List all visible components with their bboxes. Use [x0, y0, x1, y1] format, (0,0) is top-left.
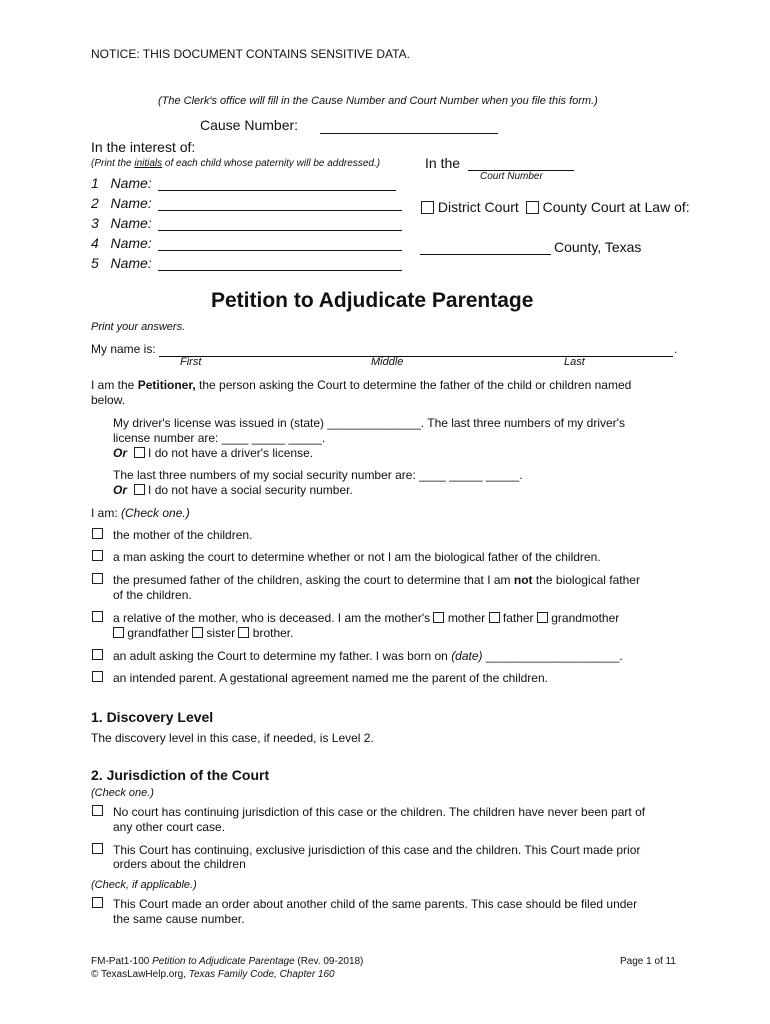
other-child-order-line1: This Court made an order about another child of the same parents. This case should be filed under [113, 897, 638, 911]
first-caption: First [180, 356, 202, 368]
license-line1: My driver's license was issued in (state) ______________. The last three numbers of my driver's [113, 416, 625, 430]
court-type-row [421, 199, 690, 215]
county-court-label: County Court at Law of: [542, 199, 690, 215]
no-ssn-label: I do not have a social security number. [148, 483, 353, 497]
rel-mother-checkbox[interactable] [433, 612, 444, 623]
county-court-checkbox[interactable] [526, 201, 539, 214]
other-child-order-line2: the same cause number. [113, 912, 245, 926]
clerk-note: (The Clerk's office will fill in the Cause Number and Court Number when you file this form.) [158, 95, 598, 107]
continuing-jurisdiction-line1: This Court has continuing, exclusive jurisdiction of this case and the children. This Court made prior [113, 843, 641, 857]
child-row-2 [91, 195, 152, 211]
my-name-label: My name is: [91, 342, 156, 356]
presumed-father-line2: of the children. [113, 588, 192, 602]
child-name-label: Name: [110, 215, 152, 231]
child-name-field-2[interactable] [158, 196, 402, 211]
child-row-5 [91, 255, 152, 271]
check-applicable-note: (Check, if applicable.) [91, 879, 197, 891]
footer-page-number: Page 1 of 11 [620, 956, 676, 967]
mother-option: the mother of the children. [113, 528, 253, 542]
district-court-checkbox[interactable] [421, 201, 434, 214]
check-one-note: (Check one.) [91, 787, 154, 799]
continuing-jurisdiction-line2: orders about the children [113, 857, 246, 871]
child-row-3 [91, 215, 152, 231]
i-am-row: I am: (Check one.) [91, 506, 190, 520]
child-name-field-4[interactable] [158, 236, 402, 251]
child-name-label: Name: [110, 175, 152, 191]
section1-heading: 1. Discovery Level [91, 709, 214, 725]
rel-sister-checkbox[interactable] [192, 627, 203, 638]
other-child-order-checkbox[interactable] [92, 897, 103, 908]
mother-checkbox[interactable] [92, 528, 103, 539]
relative-option-line2: grandfather sister brother. [113, 626, 293, 640]
rel-grandmother-checkbox[interactable] [537, 612, 548, 623]
child-name-label: Name: [110, 195, 152, 211]
rel-father-checkbox[interactable] [489, 612, 500, 623]
child-number: 3 [91, 215, 99, 231]
no-license-label: I do not have a driver's license. [148, 446, 314, 460]
no-ssn-row [113, 483, 353, 497]
child-row-4 [91, 235, 152, 251]
presumed-father-option: the presumed father of the children, asking the court to determine that I am not the biological father [113, 573, 640, 587]
name-period: . [674, 342, 678, 356]
no-license-row [113, 446, 313, 460]
man-option: a man asking the court to determine whether or not I am the biological father of the children. [113, 550, 601, 564]
no-jurisdiction-checkbox[interactable] [92, 805, 103, 816]
last-caption: Last [564, 356, 585, 368]
ssn-line1: The last three numbers of my social security number are: ____ _____ _____. [113, 468, 523, 482]
child-number: 4 [91, 235, 99, 251]
adult-option: an adult asking the Court to determine my father. I was born on (date) ____________________. [113, 649, 623, 663]
man-checkbox[interactable] [92, 550, 103, 561]
court-number-field[interactable] [468, 156, 574, 171]
adult-checkbox[interactable] [92, 649, 103, 660]
petitioner-line2: below. [91, 393, 126, 407]
or-label: Or [113, 446, 128, 460]
child-number: 1 [91, 175, 99, 191]
child-number: 5 [91, 255, 99, 271]
child-name-label: Name: [110, 255, 152, 271]
relative-checkbox[interactable] [92, 611, 103, 622]
my-name-field[interactable] [159, 343, 673, 357]
rel-brother-checkbox[interactable] [238, 627, 249, 638]
section2-heading: 2. Jurisdiction of the Court [91, 767, 270, 783]
child-name-label: Name: [110, 235, 152, 251]
child-name-field-5[interactable] [158, 256, 402, 271]
child-name-field-3[interactable] [158, 216, 402, 231]
sensitive-notice: NOTICE: THIS DOCUMENT CONTAINS SENSITIVE DATA. [91, 47, 410, 61]
presumed-father-checkbox[interactable] [92, 573, 103, 584]
no-license-checkbox[interactable] [134, 447, 145, 458]
license-line2: license number are: ____ _____ _____. [113, 431, 326, 445]
no-jurisdiction-line1: No court has continuing jurisdiction of this case or the children. The children have never been part of [113, 805, 646, 819]
page-title: Petition to Adjudicate Parentage [211, 289, 534, 312]
relative-option: a relative of the mother, who is deceased. I am the mother's mother father grandmother [113, 611, 620, 625]
continuing-jurisdiction-checkbox[interactable] [92, 843, 103, 854]
no-jurisdiction-line2: any other court case. [113, 820, 226, 834]
in-the-label: In the [425, 155, 461, 171]
print-initials-note: (Print the initials of each child whose paternity will be addressed.) [91, 158, 381, 169]
middle-caption: Middle [371, 356, 404, 368]
cause-number-field[interactable] [320, 119, 498, 134]
print-answers-note: Print your answers. [91, 321, 186, 333]
footer-form-id: FM-Pat1-100 Petition to Adjudicate Parentage (Rev. 09-2018) [91, 956, 364, 967]
county-texas-label: County, Texas [554, 239, 642, 255]
section1-text: The discovery level in this case, if needed, is Level 2. [91, 731, 374, 745]
rel-grandfather-checkbox[interactable] [113, 627, 124, 638]
cause-number-label: Cause Number: [200, 117, 299, 133]
intended-parent-checkbox[interactable] [92, 671, 103, 682]
footer-copyright: © TexasLawHelp.org, Texas Family Code, Chapter 160 [91, 969, 335, 980]
county-name-field[interactable] [420, 240, 551, 255]
child-name-field-1[interactable] [158, 176, 396, 191]
no-ssn-checkbox[interactable] [134, 484, 145, 495]
interest-of-label: In the interest of: [91, 139, 196, 155]
child-number: 2 [91, 195, 99, 211]
intended-parent-option: an intended parent. A gestational agreement named me the parent of the children. [113, 671, 548, 685]
petitioner-line1: I am the Petitioner, the person asking the Court to determine the father of the child or children named [91, 378, 632, 392]
child-row-1 [91, 175, 152, 191]
or-label: Or [113, 483, 128, 497]
court-number-caption: Court Number [480, 171, 543, 182]
district-court-label: District Court [437, 199, 519, 215]
